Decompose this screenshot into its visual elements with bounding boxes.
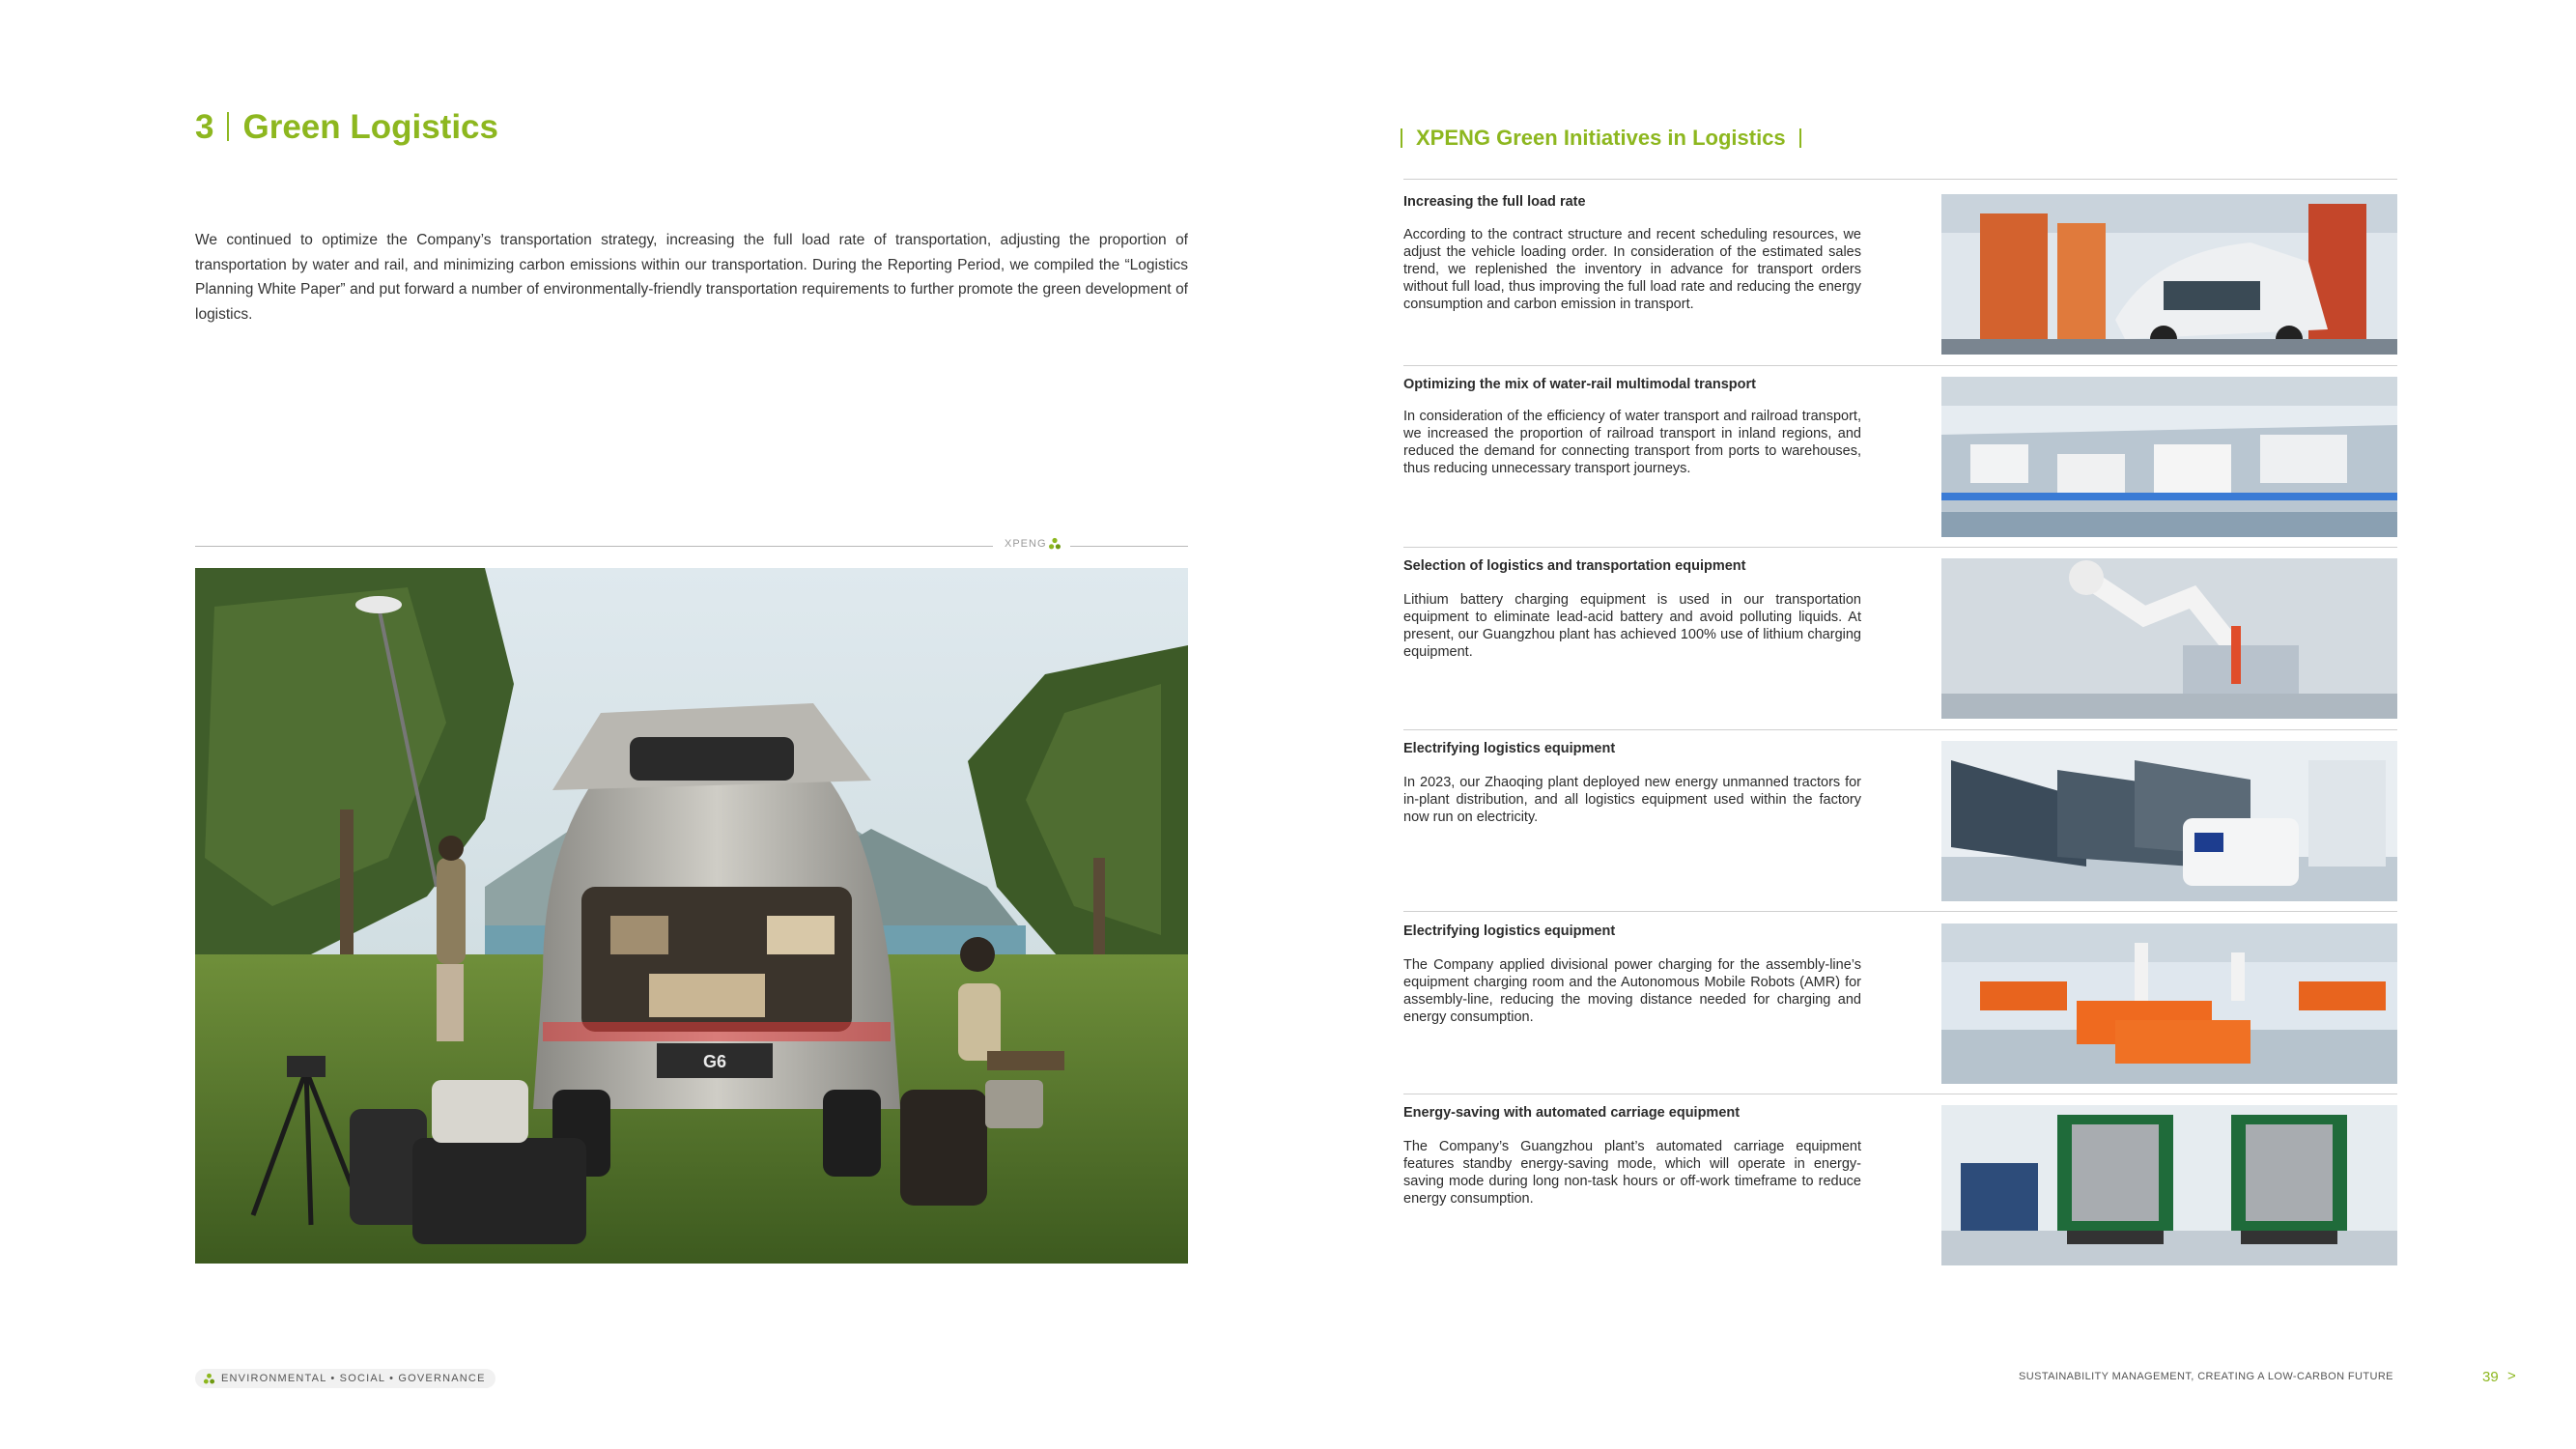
row-divider [1403,179,2397,180]
esg-leaf-icon [203,1373,215,1385]
initiative-text: The Company applied divisional power charging for the assembly-line’s equipment charging room and the Autonomous Mobile Robots (AMR) for assembly-line, reducing the moving distance needed for charging and energy consumption. [1403,957,1861,1025]
initiative-heading: Optimizing the mix of water-rail multimodal transport [1403,377,1756,392]
xpeng-leaf-icon [1048,537,1062,551]
section-title-text: Green Logistics [242,108,498,146]
assembly-line-overview-photo [1941,377,2397,537]
initiative-text: The Company’s Guangzhou plant’s automated carriage equipment features standby energy-saving mode, which will operate in energy-saving mode during long non-task hours or off-work timeframe to reduce energy consumption. [1403,1139,1861,1207]
factory-robot-assembly-photo [1941,194,2397,355]
section-title [195,108,498,147]
row-divider [1403,547,2397,548]
title-bar-left [1401,128,1402,148]
page-number: 39 [2482,1369,2499,1385]
footer-esg-badge [195,1369,495,1388]
initiative-heading: Electrifying logistics equipment [1403,741,1616,756]
initiative-text: In 2023, our Zhaoqing plant deployed new energy unmanned tractors for in-plant distribution, and all logistics equipment used within the factory now run on electricity. [1403,775,1861,825]
initiative-text: In consideration of the efficiency of water transport and railroad transport, we increased the proportion of railroad transport in inland regions, and reduced the demand for connecting transport from ports to warehouses, thus reducing unnecessary transport journeys. [1403,409,1861,476]
photo-brand-label: XPENG [1005,538,1047,550]
initiative-heading: Electrifying logistics equipment [1403,923,1616,939]
automated-carriage-photo [1941,1105,2397,1265]
title-divider [227,112,229,141]
footer-left-label: ENVIRONMENTAL • SOCIAL • GOVERNANCE [221,1373,486,1384]
row-divider [1403,911,2397,912]
car-plate: G6 [702,1052,727,1071]
row-divider [1403,365,2397,366]
unmanned-tractor-photo [1941,741,2397,901]
row-divider [1403,729,2397,730]
initiative-heading: Increasing the full load rate [1403,194,1586,210]
section-number: 3 [195,108,214,146]
initiatives-title-text: XPENG Green Initiatives in Logistics [1416,126,1786,150]
intro-paragraph: We continued to optimize the Company’s transportation strategy, increasing the full load rate of transportation, adjusting the proportion of transportation by water and rail, and minimizing carbon emissions within our transportation. During the Reporting Period, we compiled the “Logistics Planning White Paper” and put forward a number of environmentally-friendly transportation requirements to further promote the green development of logistics. [195,232,1188,323]
photo-divider-right [1070,546,1188,547]
photo-divider-left [195,546,993,547]
initiative-text: According to the contract structure and recent scheduling resources, we adjust the vehicle loading order. In consideration of the estimated sales trend, we replenished the inventory in advance for transport orders without full load, thus improving the full load rate and reducing the energy consumption and carbon emission in transport. [1403,227,1861,312]
amr-robots-photo [1941,923,2397,1084]
initiatives-title [1401,126,1801,151]
title-bar-right [1799,128,1801,148]
hero-photo-car-camping [195,568,1188,1264]
footer-right-label: SUSTAINABILITY MANAGEMENT, CREATING A LOW-CARBON FUTURE [2019,1371,2393,1382]
initiative-heading: Energy-saving with automated carriage equipment [1403,1105,1741,1121]
initiative-heading: Selection of logistics and transportation equipment [1403,558,1746,574]
robotic-arm-photo [1941,558,2397,719]
initiative-text: Lithium battery charging equipment is used in our transportation equipment to eliminate lead-acid battery and avoid polluting liquids. At present, our Guangzhou plant has achieved 100% use of lithium charging equipment. [1403,592,1861,660]
chevron-right-icon[interactable]: > [2507,1368,2516,1384]
